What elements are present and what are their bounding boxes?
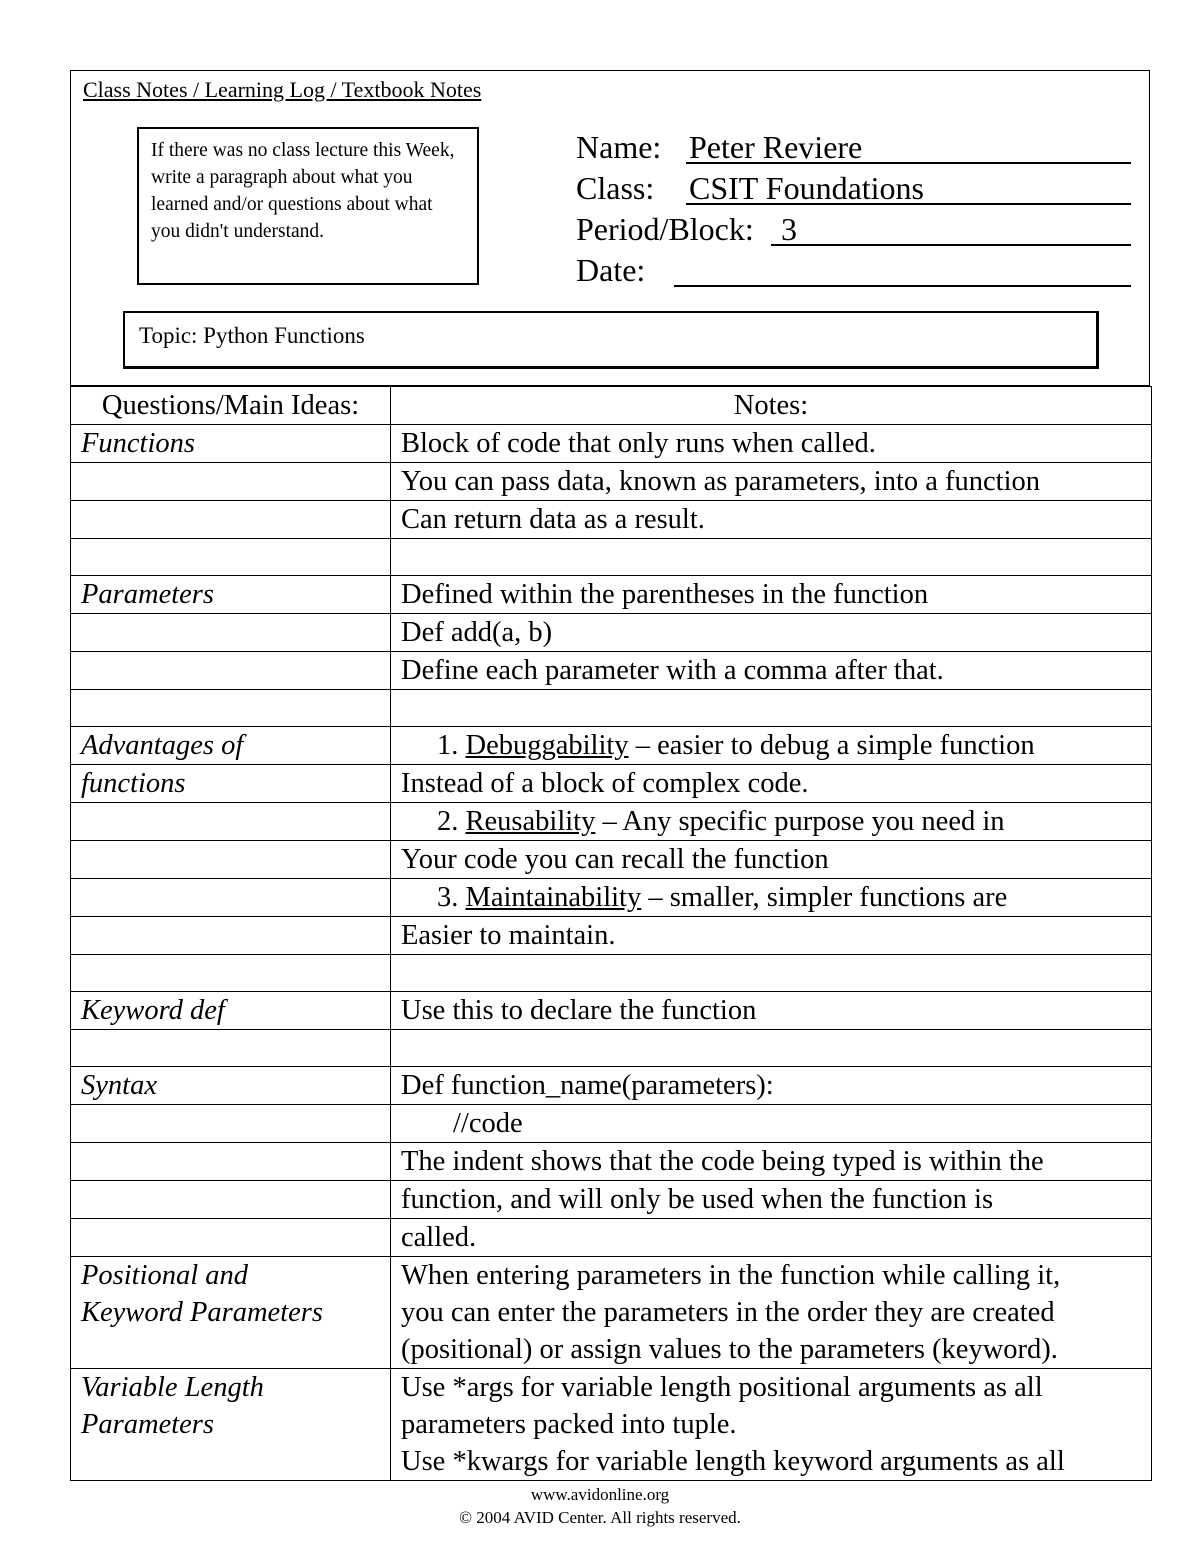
table-row (71, 1030, 1152, 1067)
class-row (576, 170, 1131, 211)
note: Your code you can recall the function (391, 841, 1152, 879)
main-idea (71, 539, 391, 576)
table-row (71, 1219, 1152, 1257)
list-text: – easier to debug a simple function (635, 730, 1035, 761)
note (391, 1030, 1152, 1067)
main-idea-line: Positional and (81, 1260, 249, 1291)
notes-table (70, 386, 1152, 1481)
table-row (71, 539, 1152, 576)
table-row (71, 1369, 1152, 1481)
class-value: CSIT Foundations (689, 170, 924, 206)
document-title: Class Notes / Learning Log / Textbook Notes (83, 77, 482, 102)
note-line: (positional) or assign values to the parameters (keyword). (401, 1334, 1058, 1365)
code-comment: //code (453, 1108, 523, 1139)
main-idea: Parameters (71, 576, 391, 614)
table-row (71, 463, 1152, 501)
instructions-box: If there was no class lecture this Week, write a paragraph about what you learned and/or questions about what you didn't understand. (137, 127, 479, 285)
table-row (71, 501, 1152, 539)
list-number: 1. (437, 730, 459, 761)
date-row (576, 252, 1131, 293)
name-value: Peter Reviere (689, 129, 863, 165)
table-row (71, 803, 1152, 841)
period-label: Period/Block: (576, 211, 754, 247)
header-section (70, 70, 1150, 386)
col-header-ideas: Questions/Main Ideas: (71, 387, 391, 425)
note-line: Use *args for variable length positional arguments as all (401, 1372, 1043, 1403)
list-term: Debuggability (465, 730, 629, 761)
main-idea-line: Keyword Parameters (81, 1297, 323, 1328)
main-idea-line: Variable Length (81, 1372, 264, 1403)
table-row (71, 765, 1152, 803)
main-idea (71, 1219, 391, 1257)
note-line: When entering parameters in the function while calling it, (401, 1260, 1061, 1291)
table-row (71, 1067, 1152, 1105)
table-row (71, 841, 1152, 879)
note-line: you can enter the parameters in the order they are created (401, 1297, 1055, 1328)
main-idea: Keyword def (71, 992, 391, 1030)
main-idea (71, 652, 391, 690)
main-idea (71, 1030, 391, 1067)
table-row (71, 1143, 1152, 1181)
list-text: – smaller, simpler functions are (648, 882, 1008, 913)
table-row (71, 1257, 1152, 1369)
list-term: Reusability (465, 806, 596, 837)
date-label: Date: (576, 252, 646, 288)
table-row (71, 614, 1152, 652)
list-text: – Any specific purpose you need in (602, 806, 1005, 837)
name-label: Name: (576, 129, 662, 165)
table-row (71, 917, 1152, 955)
list-term: Maintainability (465, 882, 642, 913)
table-row (71, 576, 1152, 614)
main-idea (71, 690, 391, 727)
table-row (71, 727, 1152, 765)
table-row (71, 1105, 1152, 1143)
table-header-row (71, 387, 1152, 425)
note: Instead of a block of complex code. (391, 765, 1152, 803)
date-line (674, 285, 1131, 287)
note (391, 1369, 1152, 1481)
topic-box: Topic: Python Functions (123, 311, 1099, 369)
note: Block of code that only runs when called. (391, 425, 1152, 463)
main-idea: functions (71, 765, 391, 803)
note-line: Use *kwargs for variable length keyword arguments as all (401, 1446, 1065, 1477)
note: Def add(a, b) (391, 614, 1152, 652)
student-info (576, 129, 1131, 293)
note (391, 539, 1152, 576)
list-number: 3. (437, 882, 459, 913)
main-idea (71, 1143, 391, 1181)
main-idea: Functions (71, 425, 391, 463)
note: You can pass data, known as parameters, into a function (391, 463, 1152, 501)
table-row (71, 992, 1152, 1030)
note: Defined within the parentheses in the function (391, 576, 1152, 614)
note: Use this to declare the function (391, 992, 1152, 1030)
page-footer (0, 1483, 1200, 1529)
main-idea (71, 463, 391, 501)
main-idea (71, 955, 391, 992)
note: Define each parameter with a comma after that. (391, 652, 1152, 690)
main-idea (71, 1181, 391, 1219)
main-idea: Advantages of (71, 727, 391, 765)
note (391, 879, 1152, 917)
main-idea (71, 1105, 391, 1143)
table-row (71, 425, 1152, 463)
main-idea (71, 1369, 391, 1481)
footer-copyright: © 2004 AVID Center. All rights reserved. (459, 1508, 741, 1527)
main-idea (71, 879, 391, 917)
note: Easier to maintain. (391, 917, 1152, 955)
table-row (71, 690, 1152, 727)
footer-url: www.avidonline.org (530, 1485, 670, 1504)
note (391, 803, 1152, 841)
period-value: 3 (781, 211, 797, 247)
main-idea (71, 803, 391, 841)
col-header-notes: Notes: (391, 387, 1152, 425)
note (391, 955, 1152, 992)
main-idea (71, 841, 391, 879)
main-idea (71, 917, 391, 955)
main-idea (71, 614, 391, 652)
table-row (71, 879, 1152, 917)
note (391, 1257, 1152, 1369)
table-row (71, 1181, 1152, 1219)
note: function, and will only be used when the function is (391, 1181, 1152, 1219)
table-row (71, 652, 1152, 690)
period-row (576, 211, 1131, 252)
note: called. (391, 1219, 1152, 1257)
name-row (576, 129, 1131, 170)
note (391, 690, 1152, 727)
note: The indent shows that the code being typed is within the (391, 1143, 1152, 1181)
note (391, 1105, 1152, 1143)
period-line (771, 244, 1131, 246)
note: Can return data as a result. (391, 501, 1152, 539)
main-idea: Syntax (71, 1067, 391, 1105)
note: Def function_name(parameters): (391, 1067, 1152, 1105)
table-row (71, 955, 1152, 992)
list-number: 2. (437, 806, 459, 837)
note-line: parameters packed into tuple. (401, 1409, 737, 1440)
main-idea-line: Parameters (81, 1409, 214, 1440)
class-label: Class: (576, 170, 655, 206)
main-idea (71, 1257, 391, 1369)
note (391, 727, 1152, 765)
main-idea (71, 501, 391, 539)
